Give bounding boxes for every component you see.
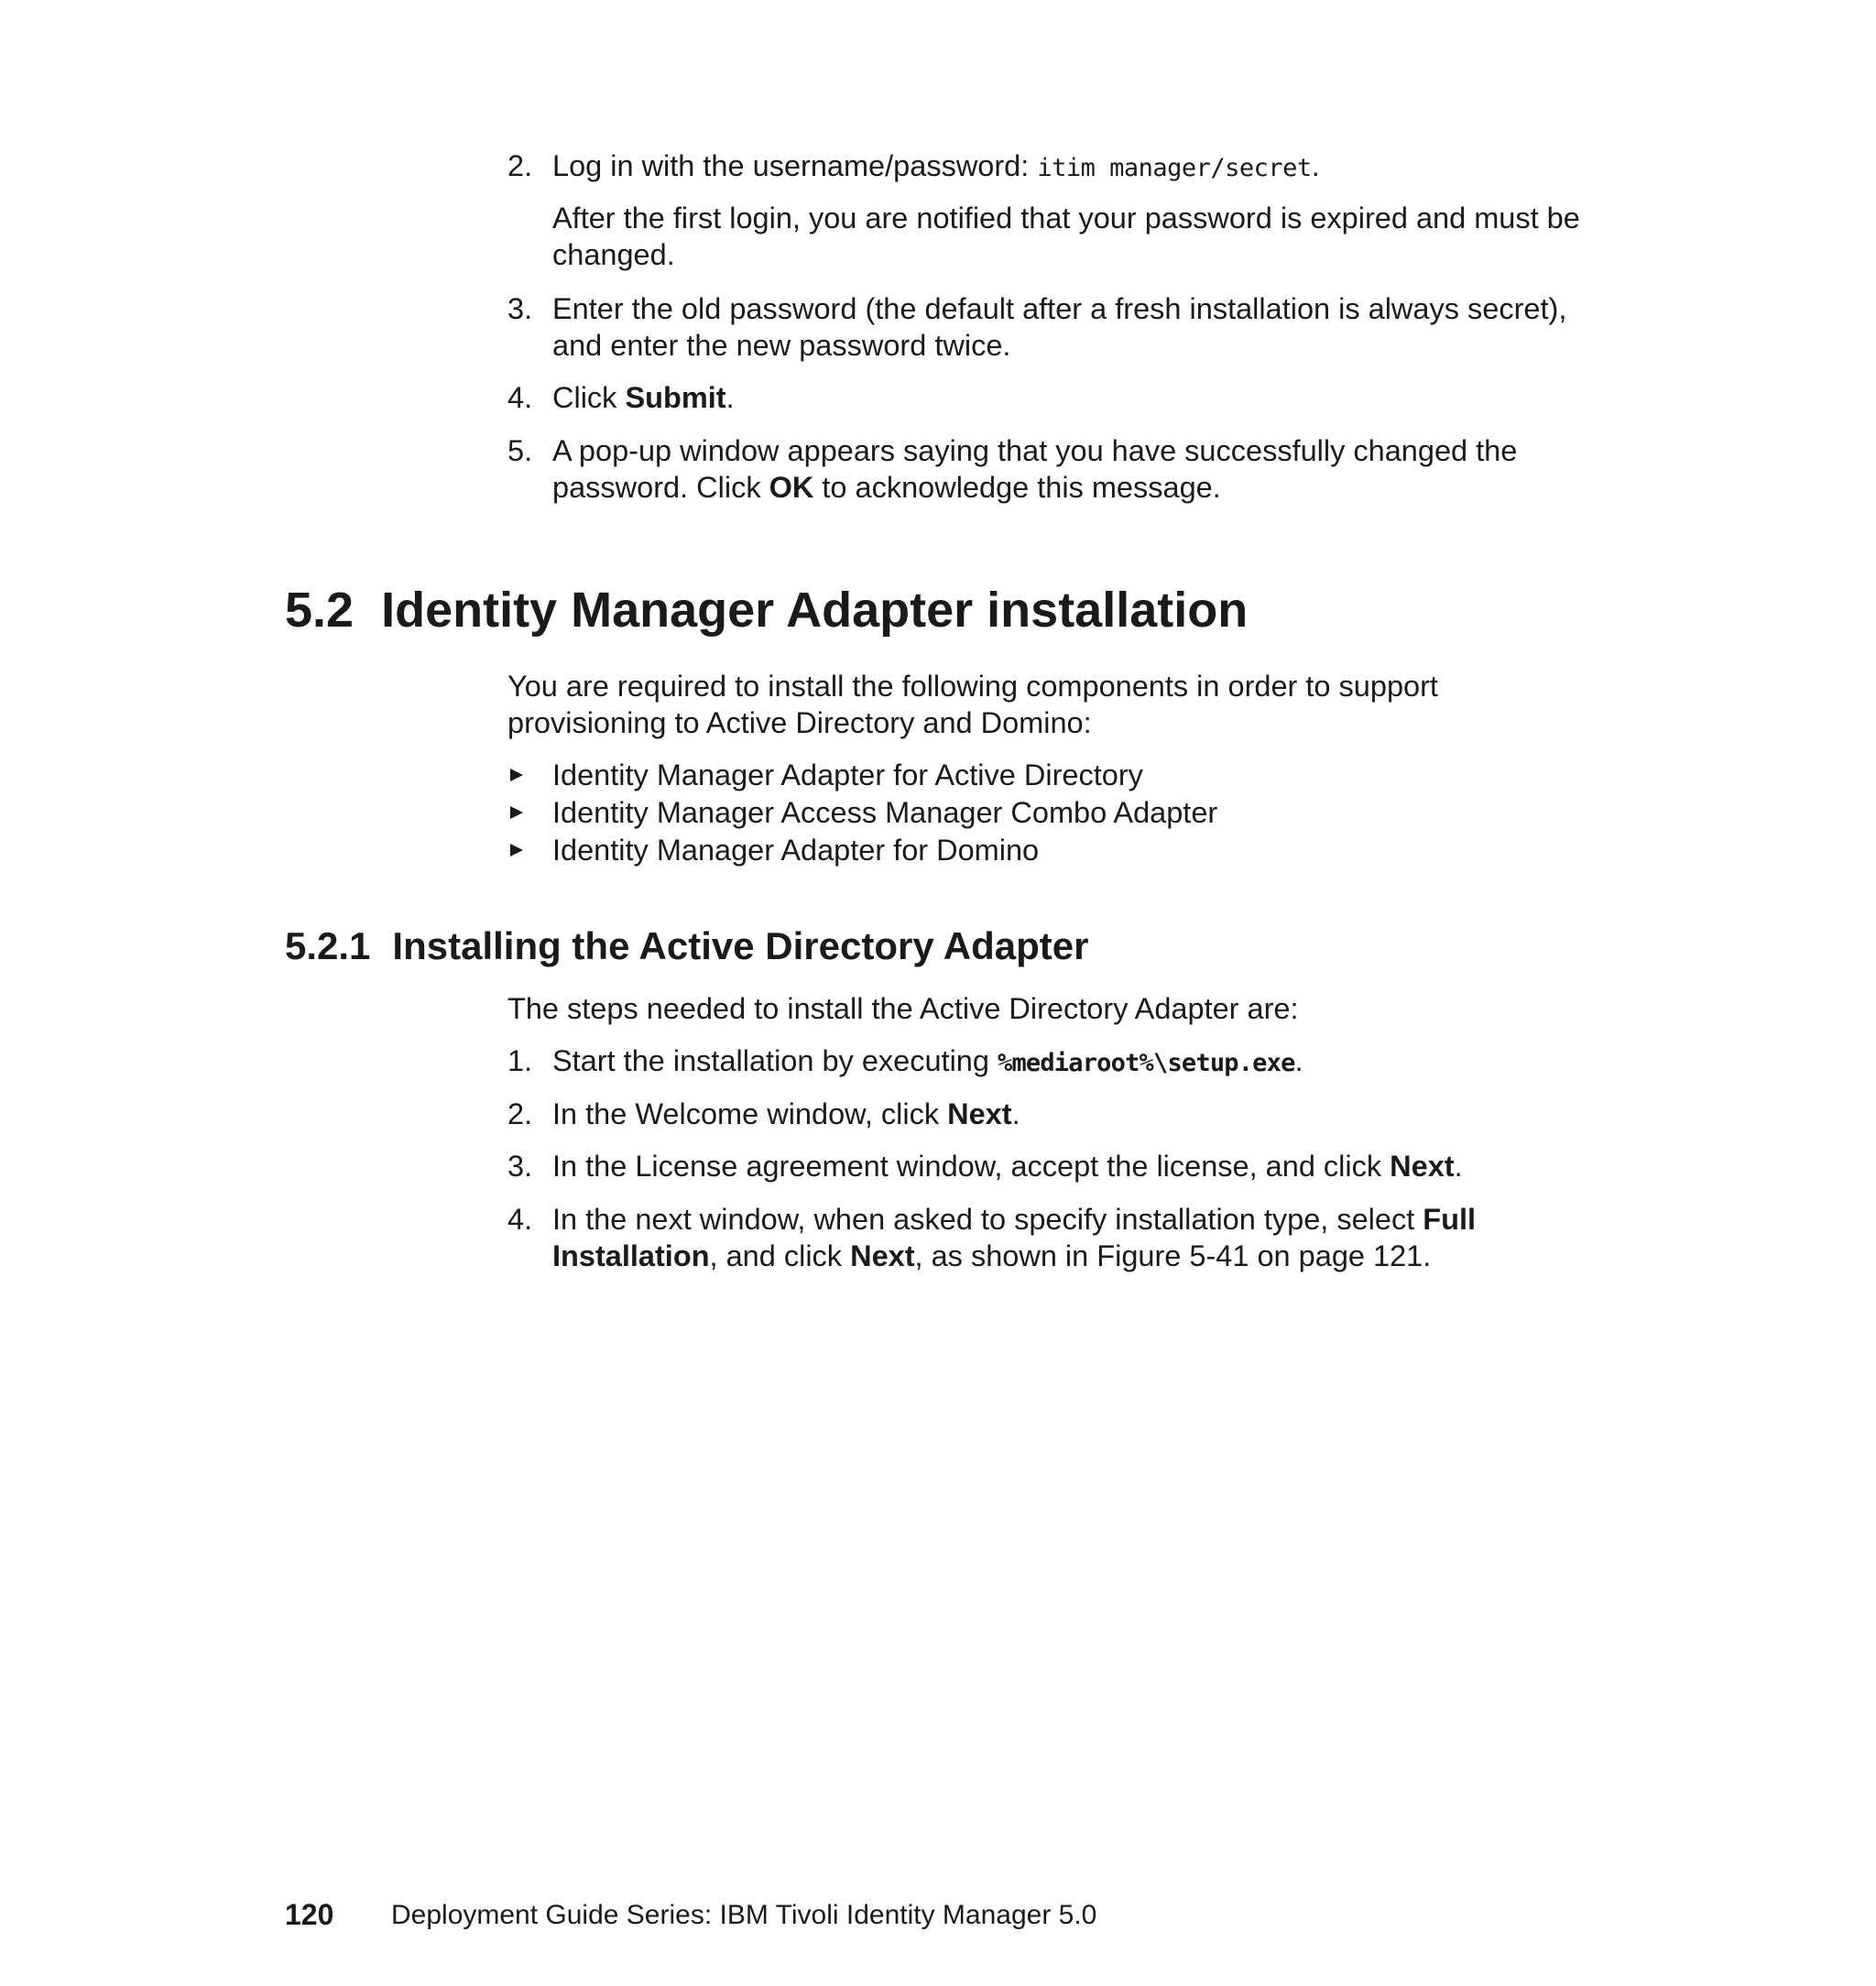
ui-term: Next (947, 1097, 1012, 1130)
inline-code: itim manager/secret (1037, 154, 1312, 182)
section-number: 5.2 (285, 583, 354, 638)
bullet-arrow-icon (510, 806, 523, 819)
step-text: Installation, and click Next, as shown in Figure 5-41 on page 121. (552, 1239, 1432, 1272)
bullet-item: Identity Manager Adapter for Domino (552, 834, 1040, 867)
ui-term: Full (1423, 1203, 1477, 1236)
step-note: changed. (552, 238, 675, 271)
step-number: 3. (507, 292, 533, 325)
step-text: In the Welcome window, click Next. (552, 1097, 1020, 1130)
section-title: Identity Manager Adapter installation (381, 583, 1249, 638)
bullet-arrow-icon (510, 844, 523, 857)
ui-term: Submit (625, 381, 726, 414)
step-text: Click Submit. (552, 381, 735, 414)
step-text: Enter the old password (the default after a fresh installation is always secret), (552, 292, 1567, 325)
step-number: 2. (507, 149, 533, 182)
step-text: In the License agreement window, accept the license, and click Next. (552, 1150, 1463, 1183)
bullet-item: Identity Manager Access Manager Combo Adapter (552, 796, 1218, 829)
subsection-number: 5.2.1 (285, 924, 371, 967)
ui-term: OK (769, 471, 814, 504)
page-number: 120 (285, 1898, 334, 1931)
ui-term: Next (850, 1239, 915, 1272)
step-text: A pop-up window appears saying that you have successfully changed the (552, 434, 1518, 467)
step-number: 2. (507, 1097, 533, 1130)
step-text: and enter the new password twice. (552, 329, 1011, 362)
step-number: 1. (507, 1044, 533, 1077)
step-note: After the first login, you are notified that your password is expired and must be (552, 202, 1580, 235)
step-number: 4. (507, 381, 533, 414)
subsection-intro: The steps needed to install the Active Directory Adapter are: (507, 992, 1299, 1025)
inline-code: %mediaroot%\setup.exe (997, 1049, 1295, 1077)
step-number: 5. (507, 434, 533, 467)
step-text: Start the installation by executing %mediaroot%\setup.exe. (552, 1044, 1303, 1077)
section-heading (285, 582, 1248, 638)
step-number: 4. (507, 1203, 533, 1236)
section-intro: provisioning to Active Directory and Domino: (507, 706, 1092, 739)
bullet-arrow-icon (510, 769, 523, 781)
section-intro: You are required to install the following components in order to support (507, 670, 1438, 703)
subsection-title: Installing the Active Directory Adapter (392, 924, 1089, 967)
bullet-item: Identity Manager Adapter for Active Directory (552, 758, 1143, 791)
step-text: In the next window, when asked to specify installation type, select Full (552, 1203, 1477, 1236)
running-footer-title: Deployment Guide Series: IBM Tivoli Identity Manager 5.0 (391, 1900, 1097, 1930)
ui-term: Installation (552, 1239, 710, 1272)
subsection-heading (285, 923, 1088, 969)
step-number: 3. (507, 1150, 533, 1183)
step-text: Log in with the username/password: itim manager/secret. (552, 149, 1320, 182)
ui-term: Next (1390, 1150, 1455, 1183)
step-text: password. Click OK to acknowledge this message. (552, 471, 1221, 504)
